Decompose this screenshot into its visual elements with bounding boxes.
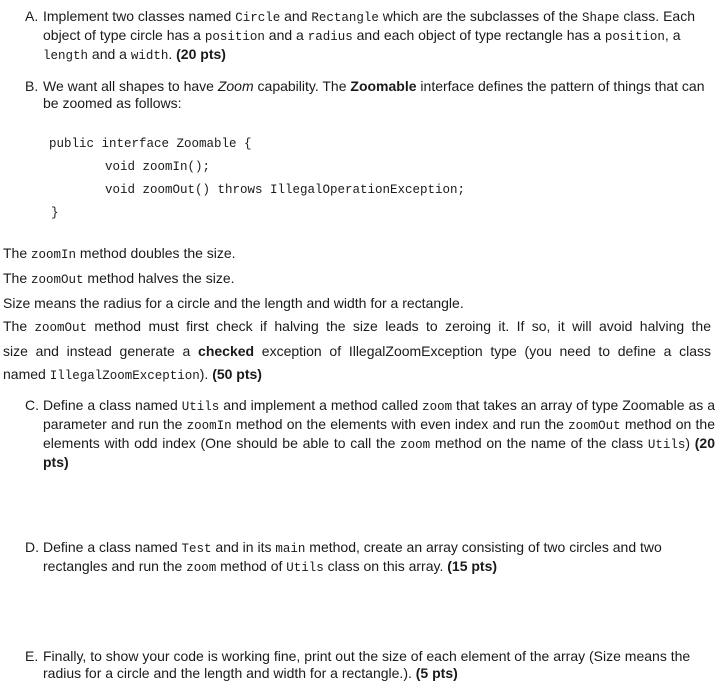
code-zoom: zoom bbox=[422, 400, 453, 414]
question-e-text: Finally, to show your code is working fine, print out the size of each element of the array (Size means the radius for a circle and the length and width for a rectangle.). (5 pts) bbox=[43, 648, 691, 681]
code-shape: Shape bbox=[581, 11, 620, 25]
points-badge: (20 pts) bbox=[176, 46, 226, 62]
question-b bbox=[25, 78, 715, 112]
description-line: The zoomIn method doubles the size. bbox=[3, 245, 236, 262]
zoom-description bbox=[3, 242, 711, 388]
code-length: length bbox=[43, 49, 89, 63]
question-b-marker: B. bbox=[25, 78, 39, 94]
code-zoomout: zoomOut bbox=[34, 321, 88, 335]
zoom-italic: Zoom bbox=[217, 78, 254, 94]
question-a bbox=[25, 8, 715, 65]
description-line: The zoomOut method halves the size. bbox=[3, 270, 235, 287]
description-line: The zoomOut method must first check if halving the size leads to zeroing it. If so, it will avoid halving the bbox=[3, 318, 711, 335]
code-line: } bbox=[51, 206, 59, 220]
code-rectangle: Rectangle bbox=[311, 11, 379, 25]
points-badge: (5 pts) bbox=[415, 665, 458, 681]
question-a-text: Implement two classes named Circle and Rectangle which are the subclasses of the Shape class. Each object of type circle has a position and a radius and each object of type rectangle has a position, a length and a width. (20 pts) bbox=[43, 8, 695, 63]
description-line: Size means the radius for a circle and the length and width for a rectangle. bbox=[3, 295, 464, 311]
code-main: main bbox=[275, 542, 306, 556]
question-d bbox=[25, 539, 715, 577]
zoomable-bold: Zoomable bbox=[350, 78, 417, 94]
question-e-marker: E. bbox=[25, 648, 39, 664]
points-badge: (15 pts) bbox=[447, 558, 498, 574]
code-line: void zoomIn(); bbox=[105, 160, 211, 174]
question-c-text: Define a class named Utils and implement a method called zoom that takes an array of type Zoomable as a parameter and run the zoomIn method on the elements with even index and run the zoomOut method on the elements with odd index (One should be able to call the zoom method on the name of the class Utils) (20 pts) bbox=[43, 397, 715, 470]
code-position: position bbox=[204, 30, 265, 44]
question-a-marker: A. bbox=[25, 8, 39, 24]
code-zoom: zoom bbox=[400, 438, 431, 452]
code-line: public interface Zoomable { bbox=[49, 137, 252, 151]
code-circle: Circle bbox=[235, 11, 281, 25]
code-line: void zoomOut() throws IllegalOperationException; bbox=[105, 183, 466, 197]
description-line: named IllegalZoomException). (50 pts) bbox=[3, 366, 262, 383]
code-utils: Utils bbox=[647, 438, 686, 452]
description-line: size and instead generate a checked exception of IllegalZoomException type (you need to define a class bbox=[3, 343, 712, 359]
code-zoomin: zoomIn bbox=[31, 248, 77, 262]
points-badge: (50 pts) bbox=[212, 366, 262, 382]
question-c bbox=[25, 397, 715, 471]
code-zoomout: zoomOut bbox=[31, 273, 84, 287]
code-width: width bbox=[130, 49, 169, 63]
question-b-text: We want all shapes to have Zoom capability. The Zoomable interface defines the pattern of things that can be zoomed as follows: bbox=[43, 78, 705, 111]
points-badge: (20 pts) bbox=[43, 435, 715, 470]
code-utils: Utils bbox=[286, 561, 324, 575]
checked-bold: checked bbox=[198, 343, 255, 359]
question-e bbox=[25, 648, 715, 682]
code-block bbox=[49, 133, 465, 225]
code-test: Test bbox=[181, 542, 212, 556]
code-illegalzoomexception: IllegalZoomException bbox=[49, 369, 200, 383]
code-zoomin: zoomIn bbox=[186, 419, 232, 433]
question-d-marker: D. bbox=[25, 539, 39, 555]
code-utils: Utils bbox=[181, 400, 220, 414]
question-d-text: Define a class named Test and in its main method, create an array consisting of two circles and two rectangles and run the zoom method of Utils class on this array. (15 pts) bbox=[43, 539, 662, 575]
code-zoomout: zoomOut bbox=[568, 419, 621, 433]
question-c-marker: C. bbox=[25, 397, 39, 413]
code-zoom: zoom bbox=[186, 561, 217, 575]
code-position: position bbox=[604, 30, 665, 44]
code-radius: radius bbox=[307, 30, 353, 44]
